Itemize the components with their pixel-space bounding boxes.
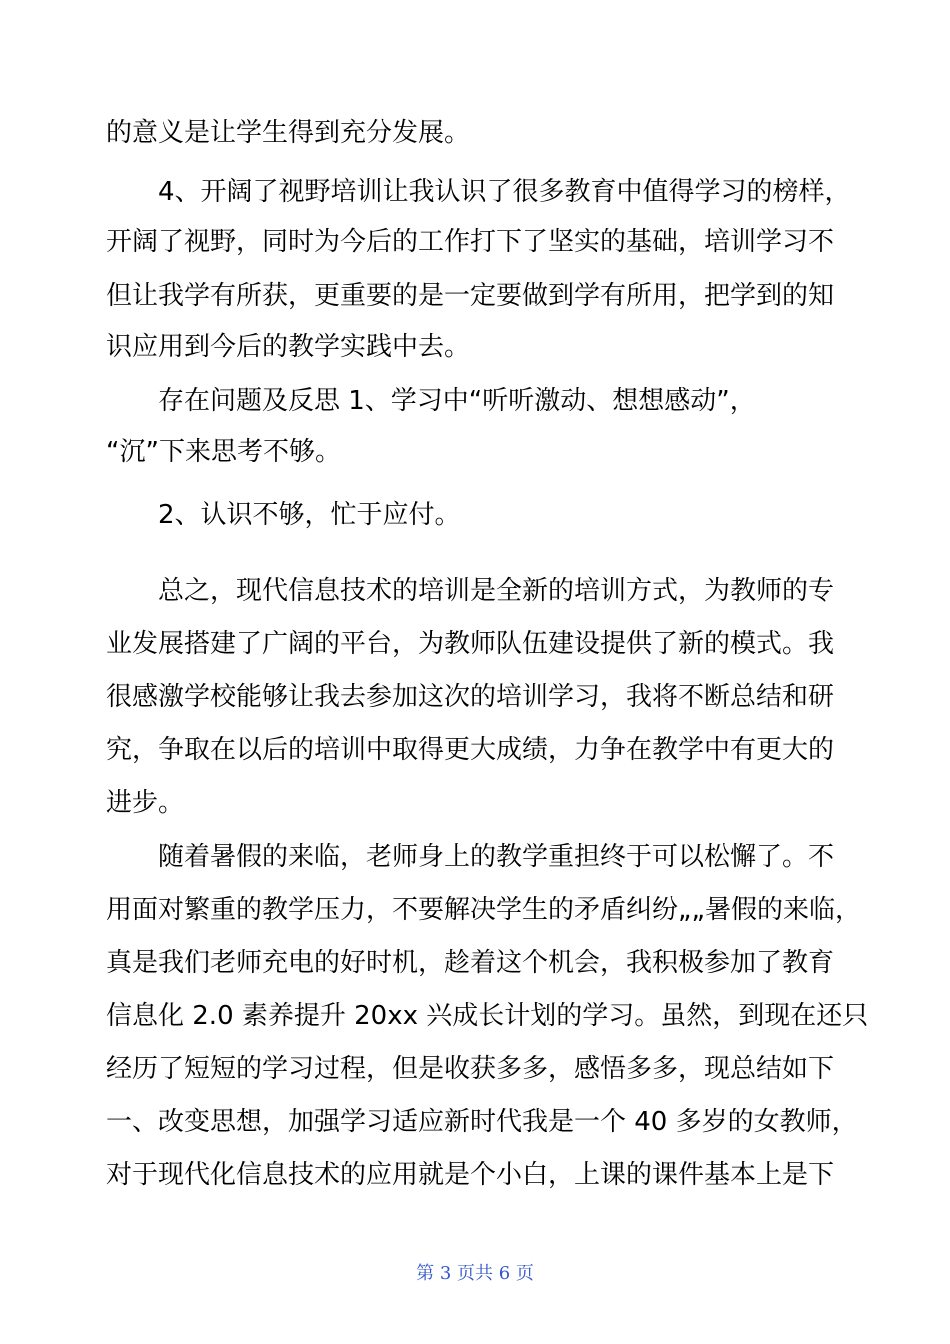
text-line: 经历了短短的学习过程，但是收获多多，感悟多多，现总结如下 <box>106 1054 835 1084</box>
text-line: 很感激学校能够让我去参加这次的培训学习，我将不断总结和研 <box>106 682 835 712</box>
text-line: 用面对繁重的教学压力，不要解决学生的矛盾纠纷„„暑假的来临， <box>106 895 861 925</box>
text-line: 对于现代化信息技术的应用就是个小白，上课的课件基本上是下 <box>106 1160 835 1190</box>
text-line: 究，争取在以后的培训中取得更大成绩，力争在教学中有更大的 <box>106 735 835 765</box>
text-line: 进步。 <box>106 788 185 818</box>
text-line: “沉”下来思考不够。 <box>106 437 341 467</box>
text-line: 真是我们老师充电的好时机，趁着这个机会，我积极参加了教育 <box>106 948 835 978</box>
text-line: 一、改变思想，加强学习适应新时代我是一个 40 多岁的女教师， <box>106 1107 858 1137</box>
text-line: 识应用到今后的教学实践中去。 <box>106 332 471 362</box>
text-line: 总之，现代信息技术的培训是全新的培训方式，为教师的专 <box>158 576 835 606</box>
text-line: 存在问题及反思 1、学习中“听听激动、想想感动”， <box>158 386 756 416</box>
page-number-footer: 第 3 页共 6 页 <box>416 1263 534 1284</box>
text-line: 随着暑假的来临，老师身上的教学重担终于可以松懈了。不 <box>158 842 835 872</box>
text-line: 2、认识不够，忙于应付。 <box>158 500 461 530</box>
text-line: 开阔了视野，同时为今后的工作打下了坚实的基础，培训学习不 <box>106 227 835 257</box>
text-line: 4、开阔了视野培训让我认识了很多教育中值得学习的榜样， <box>158 177 851 207</box>
text-line: 但让我学有所获，更重要的是一定要做到学有所用，把学到的知 <box>106 281 835 311</box>
text-line: 信息化 2.0 素养提升 20xx 兴成长计划的学习。虽然，到现在还只 <box>106 1001 869 1031</box>
text-line: 业发展搭建了广阔的平台，为教师队伍建设提供了新的模式。我 <box>106 629 835 659</box>
text-line: 的意义是让学生得到充分发展。 <box>106 118 471 148</box>
